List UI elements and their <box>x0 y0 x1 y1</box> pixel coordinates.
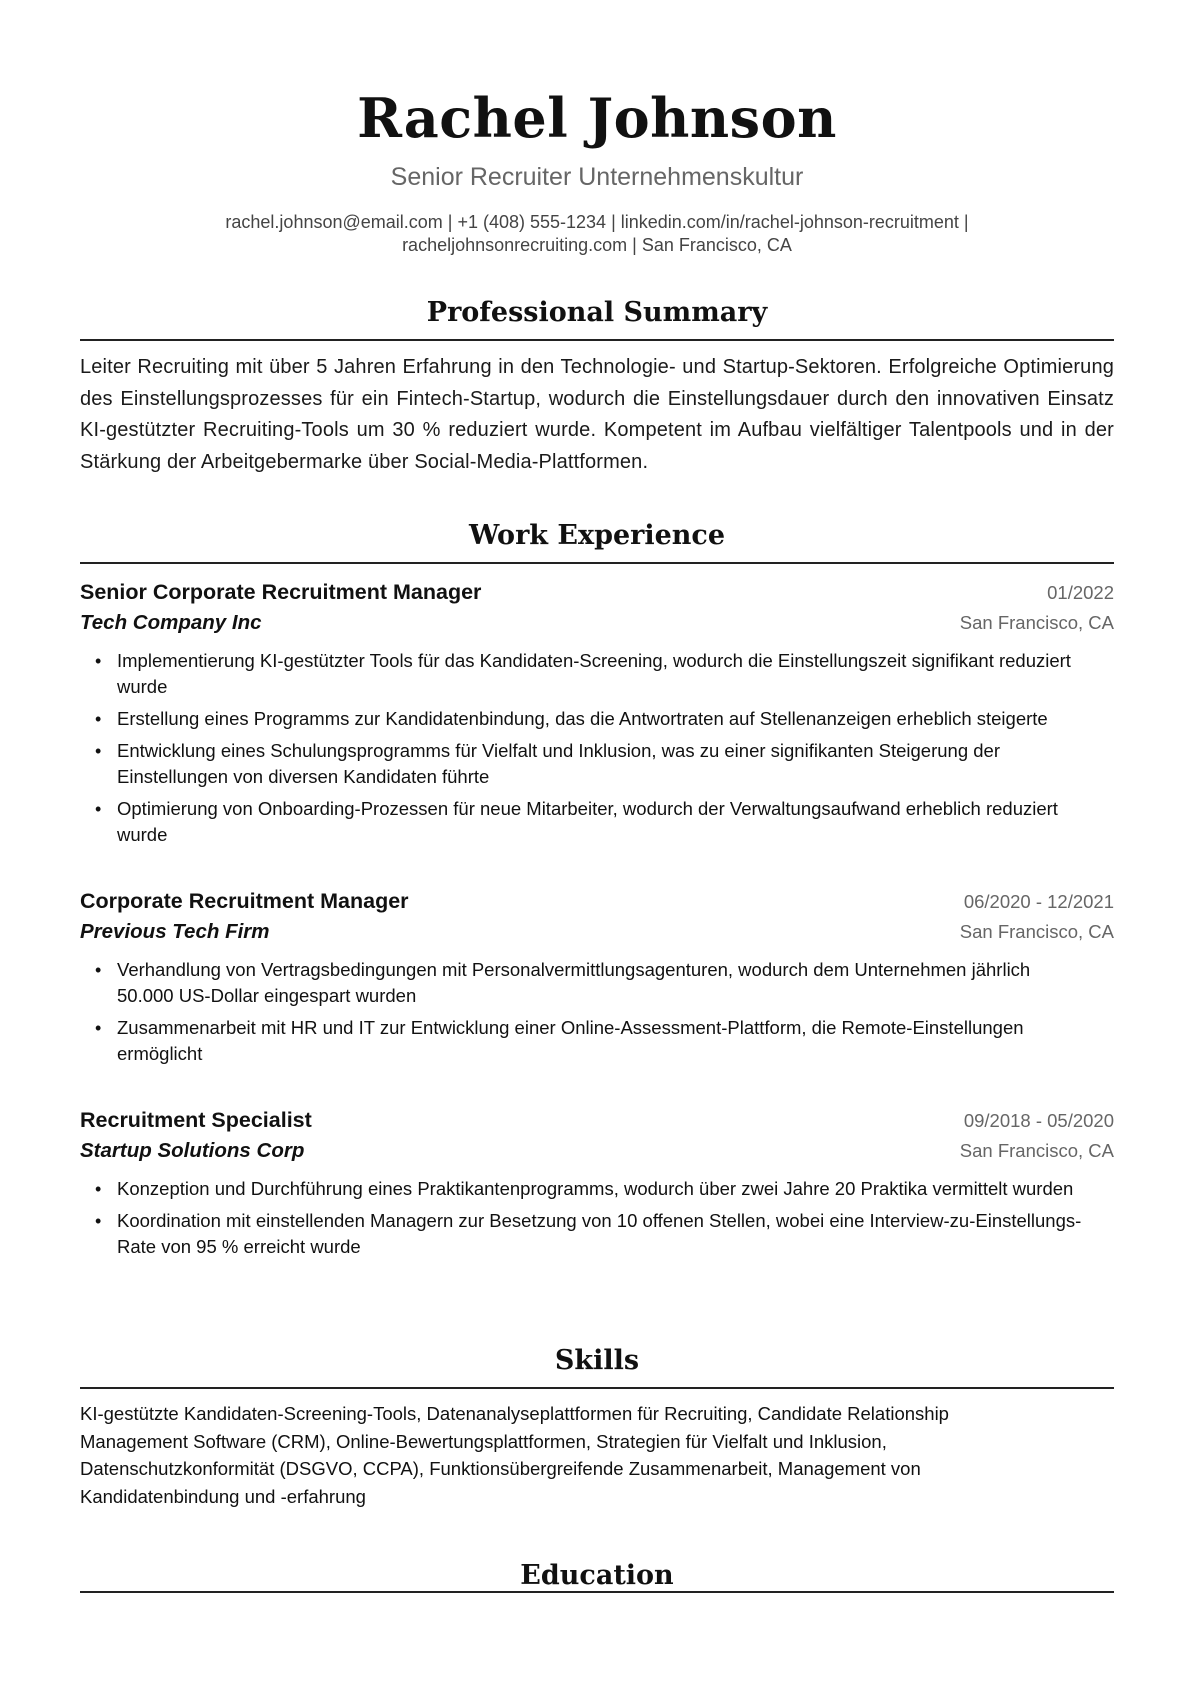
job-bullet: • Implementierung KI-gestützter Tools für das Kandidaten-Screening, wodurch die Einstellungszeit signifikant reduziert wurde <box>80 648 1114 700</box>
experience-heading: Work Experience <box>468 520 726 551</box>
skills-text: KI-gestützte Kandidaten-Screening-Tools, Datenanalyseplattformen für Recruiting, Candidate Relationship Management Software (CRM), Online-Bewertungsplattformen, Strategien für Vielfalt und Inklusion, Datenschutzkonformität (DSGVO, CCPA), Funktionsübergreifende Zusammenarbeit, Management von Kandidatenbindung und -erfahrung <box>80 1403 949 1507</box>
job-bullet: • Erstellung eines Programms zur Kandidatenbindung, das die Antwortraten auf Stellenanzeigen erheblich steigerte <box>80 706 1114 732</box>
job-bullets <box>80 648 1114 848</box>
skills-divider <box>80 1387 1114 1389</box>
job-date: 09/2018 - 05/2020 <box>963 1110 1114 1131</box>
education-heading: Education <box>520 1560 674 1591</box>
job-title: Recruitment Specialist <box>80 1108 312 1132</box>
summary-heading: Professional Summary <box>426 297 768 328</box>
job-bullets <box>80 1176 1114 1260</box>
job-date: 06/2020 - 12/2021 <box>963 891 1114 912</box>
summary-divider <box>80 339 1114 341</box>
contact-line-2: racheljohnsonrecruiting.com | San Francisco, CA <box>402 235 792 255</box>
job-location: San Francisco, CA <box>959 921 1114 942</box>
job-bullets <box>80 957 1114 1067</box>
contact-line-1: rachel.johnson@email.com | +1 (408) 555-1234 | linkedin.com/in/rachel-johnson-recruitment | <box>225 212 969 232</box>
job-title: Senior Corporate Recruitment Manager <box>80 580 482 604</box>
candidate-name: Rachel Johnson <box>357 86 837 150</box>
skills-heading: Skills <box>554 1345 640 1376</box>
job-bullet: • Entwicklung eines Schulungsprogramms für Vielfalt und Inklusion, was zu einer signifikanten Steigerung der Einstellungen von diversen Kandidaten führte <box>80 738 1114 790</box>
experience-divider <box>80 562 1114 564</box>
job-location: San Francisco, CA <box>959 612 1114 633</box>
job-entry <box>80 1108 1114 1266</box>
job-bullet: • Koordination mit einstellenden Managern zur Besetzung von 10 offenen Stellen, wobei eine Interview-zu-Einstellungs-Rate von 95 % erreicht wurde <box>80 1208 1114 1260</box>
job-title: Corporate Recruitment Manager <box>80 889 409 913</box>
candidate-title: Senior Recruiter Unternehmenskultur <box>390 163 804 191</box>
job-date: 01/2022 <box>1047 582 1114 603</box>
job-company: Previous Tech Firm <box>80 920 270 943</box>
job-bullet: • Zusammenarbeit mit HR und IT zur Entwicklung einer Online-Assessment-Plattform, die Remote-Einstellungen ermöglicht <box>80 1015 1114 1067</box>
job-company: Tech Company Inc <box>80 611 262 634</box>
job-bullet: • Konzeption und Durchführung eines Praktikantenprogramms, wodurch über zwei Jahre 20 Praktika vermittelt wurden <box>80 1176 1114 1202</box>
education-divider <box>80 1591 1114 1593</box>
job-bullet: • Optimierung von Onboarding-Prozessen für neue Mitarbeiter, wodurch der Verwaltungsaufwand erheblich reduziert wurde <box>80 796 1114 848</box>
contact-info <box>80 211 1114 257</box>
job-bullet: • Verhandlung von Vertragsbedingungen mit Personalvermittlungsagenturen, wodurch dem Unternehmen jährlich 50.000 US-Dollar eingespart wurden <box>80 957 1114 1009</box>
job-entry <box>80 889 1114 1073</box>
summary-text: Leiter Recruiting mit über 5 Jahren Erfahrung in den Technologie- und Startup-Sektoren. Erfolgreiche Optimierung des Einstellungsprozesses für ein Fintech-Startup, wodurch die Einstellungsdauer durch den innovativen Einsatz KI-gestützter Recruiting-Tools um 30 % reduziert wurde. Kompetent im Aufbau vielfältiger Talentpools und in der Stärkung der Arbeitgebermarke über Social-Media-Plattformen. <box>80 356 1114 473</box>
job-company: Startup Solutions Corp <box>80 1139 305 1162</box>
job-location: San Francisco, CA <box>959 1140 1114 1161</box>
job-entry <box>80 580 1114 854</box>
